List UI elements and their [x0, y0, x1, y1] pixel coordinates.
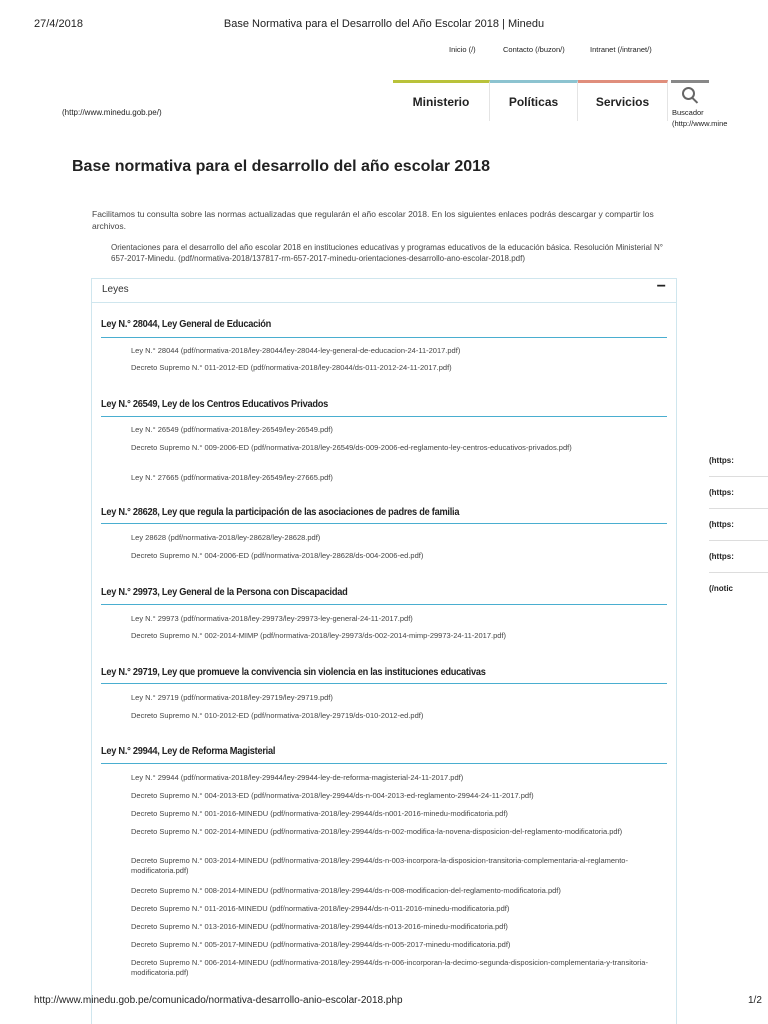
print-date: 27/4/2018	[34, 18, 83, 30]
doc-link[interactable]: Decreto Supremo N.° 008-2014-MINEDU (pdf/normativa-2018/ley-29944/ds-n-008-modificacion-del-reglamento-modificatoria.pdf)	[131, 886, 561, 895]
section-divider	[101, 337, 667, 338]
logo-link[interactable]: (http://www.minedu.gob.pe/)	[62, 108, 162, 117]
main-menu	[393, 80, 668, 124]
orientaciones-link[interactable]: Orientaciones para el desarrollo del año escolar 2018 en instituciones educativas y programas educativos de la educación básica. Resolución Ministerial N° 657-2017-Minedu. (pdf/normativa-2018/137817-rm-657-2017-minedu-orientaciones-desarrollo-ano-escolar-2018.pdf)	[111, 243, 663, 263]
doc-link[interactable]: Decreto Supremo N.° 001-2016-MINEDU (pdf/normativa-2018/ley-29944/ds-n001-2016-minedu-modificatoria.pdf)	[131, 809, 508, 818]
section-divider	[101, 416, 667, 417]
doc-link[interactable]: Decreto Supremo N.° 013-2016-MINEDU (pdf/normativa-2018/ley-29944/ds-n013-2016-minedu-modificatoria.pdf)	[131, 922, 508, 931]
sidebar-link[interactable]: (https:	[709, 456, 734, 465]
collapse-icon[interactable]: −	[656, 278, 666, 295]
menu-item-politicas[interactable]: Políticas	[490, 80, 578, 121]
sidebar-divider	[709, 476, 768, 477]
doc-link[interactable]: Ley N.° 28044 (pdf/normativa-2018/ley-28044/ley-28044-ley-general-de-educacion-24-11-2017.pdf)	[131, 346, 461, 355]
footer-url: http://www.minedu.gob.pe/comunicado/normativa-desarrollo-anio-escolar-2018.php	[34, 995, 403, 1006]
section-divider	[101, 763, 667, 764]
intro-text: Facilitamos tu consulta sobre las normas actualizadas que regularán el año escolar 2018. En los siguientes enlaces podrás descargar y compartir los archivos.	[92, 209, 654, 231]
print-header	[0, 0, 768, 40]
link-contacto[interactable]: Contacto (/buzon/)	[503, 45, 565, 54]
sidebar-link[interactable]: (/notic	[709, 584, 733, 593]
section-title-ley-26549: Ley N.° 26549, Ley de los Centros Educativos Privados	[101, 398, 328, 410]
doc-link[interactable]: Decreto Supremo N.° 011-2016-MINEDU (pdf/normativa-2018/ley-29944/ds-n-011-2016-minedu-modificatoria.pdf)	[131, 904, 510, 913]
print-title: Base Normativa para el Desarrollo del Año Escolar 2018 | Minedu	[223, 18, 545, 30]
doc-link[interactable]: Decreto Supremo N.° 002-2014-MINEDU (pdf/normativa-2018/ley-29944/ds-n-002-modifica-la-novena-disposicion-del-reglamento-modificatoria.pdf)	[131, 827, 623, 836]
search-button[interactable]	[671, 80, 709, 109]
menu-item-ministerio[interactable]: Ministerio	[393, 80, 490, 121]
doc-link[interactable]: Ley N.° 27665 (pdf/normativa-2018/ley-26549/ley-27665.pdf)	[131, 473, 333, 482]
doc-link[interactable]: Ley N.° 29944 (pdf/normativa-2018/ley-29944/ley-29944-ley-de-reforma-magisterial-24-11-2017.pdf)	[131, 773, 464, 782]
doc-link[interactable]: Decreto Supremo N.° 010-2012-ED (pdf/normativa-2018/ley-29719/ds-010-2012-ed.pdf)	[131, 711, 424, 720]
doc-link[interactable]: Decreto Supremo N.° 009-2006-ED (pdf/normativa-2018/ley-26549/ds-009-2006-ed-reglamento-ley-centros-educativos-privados.pdf)	[131, 443, 572, 452]
sidebar-divider	[709, 508, 768, 509]
sidebar-link[interactable]: (https:	[709, 552, 734, 561]
sidebar-divider	[709, 572, 768, 573]
doc-link[interactable]: Ley N.° 26549 (pdf/normativa-2018/ley-26549/ley-26549.pdf)	[131, 425, 333, 434]
search-label-url: (http://www.mine	[672, 119, 728, 128]
doc-link[interactable]: Decreto Supremo N.° 004-2006-ED (pdf/normativa-2018/ley-28628/ds-004-2006-ed.pdf)	[131, 551, 424, 560]
sidebar-link[interactable]: (https:	[709, 520, 734, 529]
section-title-ley-29719: Ley N.° 29719, Ley que promueve la convivencia sin violencia en las instituciones educativas	[101, 666, 486, 678]
doc-link[interactable]: Ley N.° 29719 (pdf/normativa-2018/ley-29719/ley-29719.pdf)	[131, 693, 333, 702]
sidebar-link[interactable]: (https:	[709, 488, 734, 497]
page-number: 1/2	[748, 995, 762, 1006]
section-divider	[101, 683, 667, 684]
page-title: Base normativa para el desarrollo del año escolar 2018	[72, 158, 490, 175]
sidebar-divider	[709, 540, 768, 541]
doc-link[interactable]: Decreto Supremo N.° 002-2014-MIMP (pdf/normativa-2018/ley-29973/ds-002-2014-mimp-29973-24-11-2017.pdf)	[131, 631, 507, 640]
doc-link[interactable]: Decreto Supremo N.° 005-2017-MINEDU (pdf/normativa-2018/ley-29944/ds-n-005-2017-minedu-modificatoria.pdf)	[131, 940, 511, 949]
panel-label: Leyes	[102, 284, 129, 295]
section-divider	[101, 604, 667, 605]
menu-item-servicios[interactable]: Servicios	[578, 80, 668, 121]
search-icon	[682, 87, 695, 100]
search-label[interactable]	[672, 107, 727, 129]
section-title-ley-28628: Ley N.° 28628, Ley que regula la participación de las asociaciones de padres de familia	[101, 506, 460, 518]
section-divider	[101, 523, 667, 524]
section-title-ley-29944: Ley N.° 29944, Ley de Reforma Magisterial	[101, 745, 276, 757]
section-title-ley-29973: Ley N.° 29973, Ley General de la Persona con Discapacidad	[101, 586, 348, 598]
link-inicio[interactable]: Inicio (/)	[449, 45, 476, 54]
leyes-panel-header[interactable]	[92, 279, 676, 303]
doc-link[interactable]: Decreto Supremo N.° 006-2014-MINEDU (pdf/normativa-2018/ley-29944/ds-n-006-incorporan-la-decimo-segunda-disposicion-complementaria-y-transitoria-modificatoria.pdf)	[131, 958, 648, 977]
doc-link[interactable]: Decreto Supremo N.° 011-2012-ED (pdf/normativa-2018/ley-28044/ds-011-2012-24-11-2017.pdf)	[131, 363, 452, 372]
section-title-ley-28044: Ley N.° 28044, Ley General de Educación	[101, 318, 272, 330]
link-intranet[interactable]: Intranet (/intranet/)	[590, 45, 652, 54]
doc-link[interactable]: Ley N.° 29973 (pdf/normativa-2018/ley-29973/ley-29973-ley-general-24-11-2017.pdf)	[131, 614, 413, 623]
doc-link[interactable]: Decreto Supremo N.° 004-2013-ED (pdf/normativa-2018/ley-29944/ds-n-004-2013-ed-reglamento-29944-24-11-2017.pdf)	[131, 791, 534, 800]
doc-link[interactable]: Ley 28628 (pdf/normativa-2018/ley-28628/ley-28628.pdf)	[131, 533, 321, 542]
doc-link[interactable]: Decreto Supremo N.° 003-2014-MINEDU (pdf/normativa-2018/ley-29944/ds-n-003-incorpora-la-disposicion-transitoria-complementaria-al-reglamento-modificatoria.pdf)	[131, 856, 628, 875]
search-label-text: Buscador	[672, 108, 704, 117]
